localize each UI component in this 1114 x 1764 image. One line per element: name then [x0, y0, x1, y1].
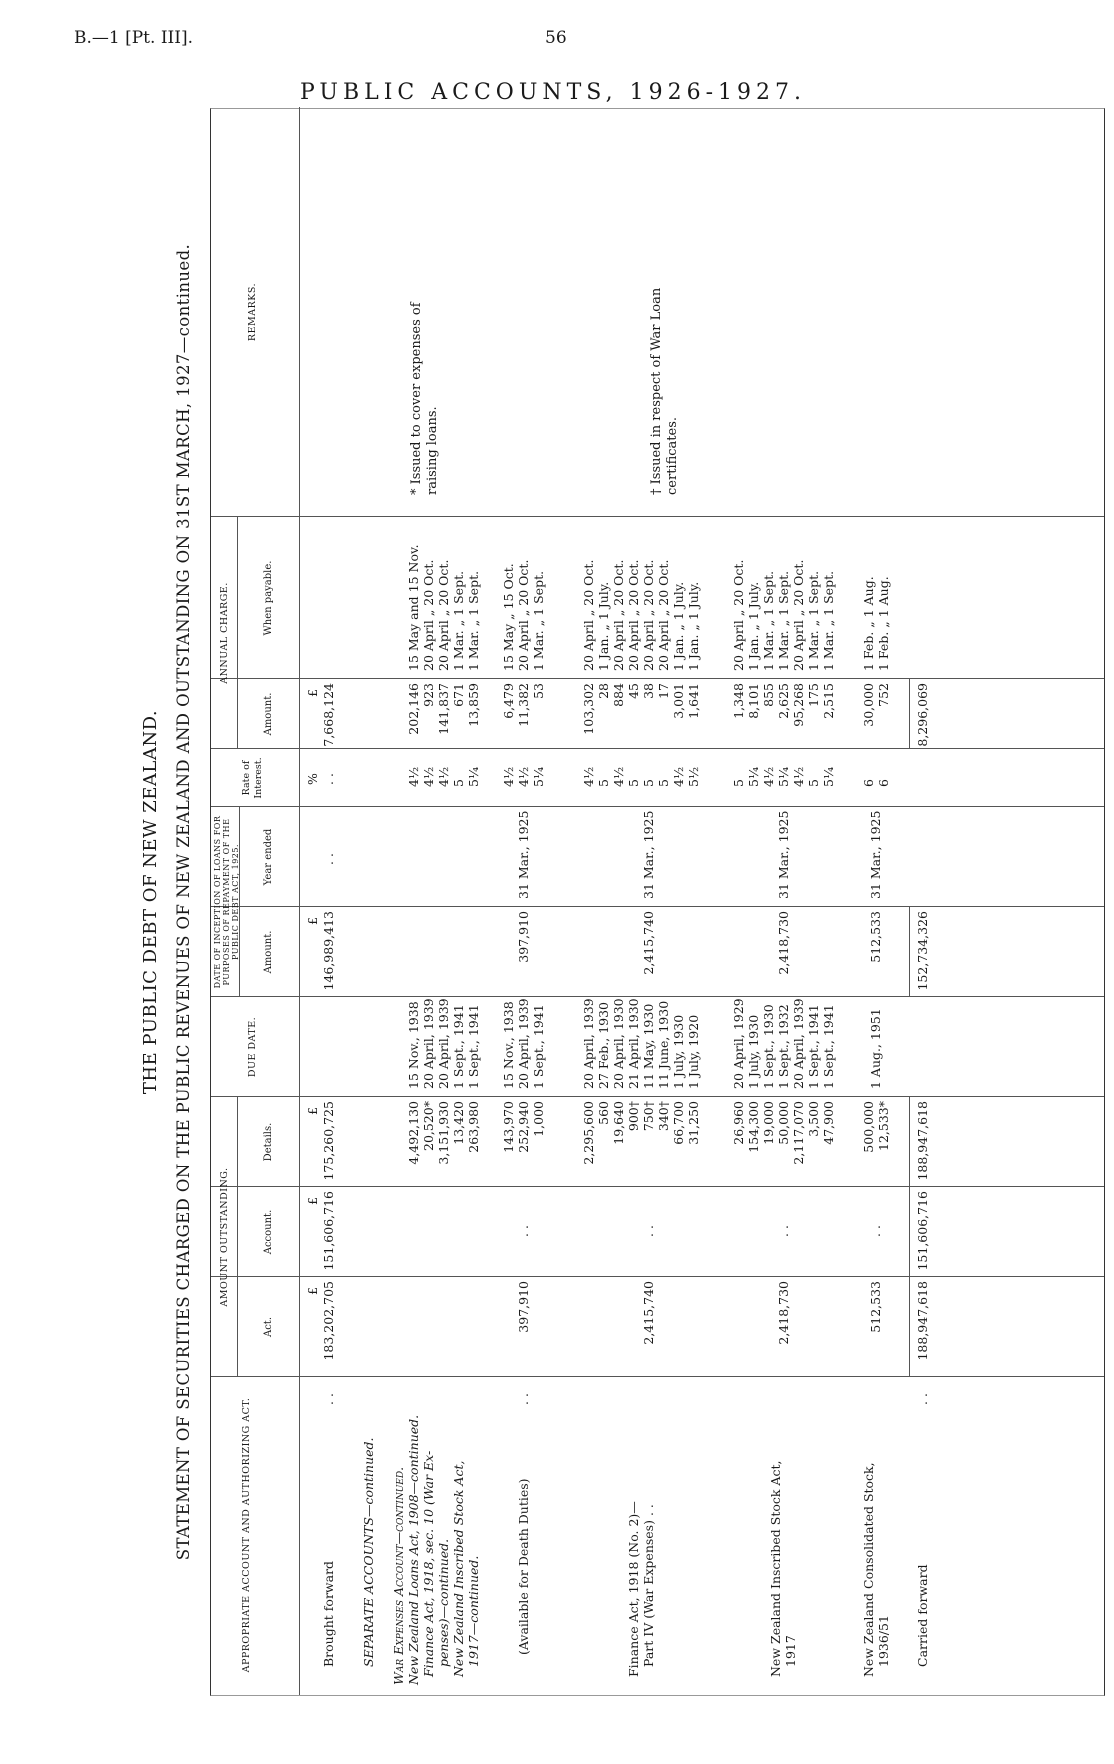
table-cell: 900†: [626, 1101, 641, 1132]
table-cell: 15 May „ 15 Oct.: [501, 563, 516, 671]
rate-list: [406, 767, 481, 787]
running-title: PUBLIC ACCOUNTS, 1926-1927.: [300, 80, 806, 105]
table-cell: 31,250: [686, 1101, 701, 1145]
table-cell: 3,500: [806, 1101, 821, 1137]
header-inception: DATE OF INCEPTION OF LOANS FOR PURPOSES OF REPAYMENT OF THE PUBLIC DEBT ACT, 1925.: [213, 815, 240, 989]
table-cell: . .: [641, 1225, 656, 1237]
header-due-date: DUE DATE.: [247, 1016, 258, 1078]
table-cell: 15 Nov., 1938: [406, 1001, 421, 1089]
table-cell: 1 Mar. „ 1 Sept.: [466, 570, 481, 671]
table-cell: . .: [915, 1393, 930, 1405]
table-cell: [501, 998, 546, 1089]
table-cell: 1 Jan. „ 1 July.: [746, 581, 761, 671]
bf-charge: 7,668,124: [321, 683, 336, 747]
table-cell: 2,415,740: [641, 1281, 656, 1345]
group-label: (Available for Death Duties): [516, 1478, 531, 1655]
table-cell: 1 Sept., 1941: [821, 1004, 836, 1089]
carried-forward-label: Carried forward: [915, 1564, 930, 1667]
charge-list: [406, 683, 481, 749]
table-cell: . .: [516, 1225, 531, 1237]
table-cell: 2,415,740: [641, 911, 656, 975]
cf-account: 151,606,716: [915, 1191, 930, 1271]
table-cell: 1 Feb. „ 1 Aug.: [861, 576, 876, 671]
header-details: Details.: [263, 1122, 274, 1162]
table-cell: 20 April, 1939: [516, 998, 531, 1089]
table-cell: 8,101: [746, 683, 761, 719]
table-cell: 20,520*: [421, 1101, 436, 1151]
table-cell: 2,117,070: [791, 1101, 806, 1165]
table-cell: 38: [641, 683, 656, 699]
table-cell: 4½: [611, 766, 626, 787]
table-cell: 20 April „ 20 Oct.: [791, 559, 806, 671]
remark-raising-loans: * Issued to cover expenses of raising loans.: [409, 302, 440, 495]
table-cell: 5: [451, 779, 466, 787]
table-cell: 4½: [791, 766, 806, 787]
table-cell: [501, 767, 546, 787]
table-subtitle: STATEMENT OF SECURITIES CHARGED ON THE PUBLIC REVENUES OF NEW ZEALAND AND OUTSTANDING ON 31ST MARCH, 1927—continued.: [174, 243, 193, 1561]
table-cell: . .: [516, 1393, 531, 1405]
table-cell: 750†: [641, 1101, 656, 1132]
table-cell: [861, 576, 891, 671]
table-cell: [581, 998, 701, 1089]
table-cell: 500,000: [861, 1101, 876, 1153]
table-cell: Finance Act, 1918, sec. 10 (War Ex-: [421, 1450, 436, 1677]
table-cell: . .: [321, 773, 336, 785]
table-cell: 20 April, 1939: [421, 998, 436, 1089]
table-cell: 1917: [783, 1635, 798, 1667]
table-cell: . .: [776, 1225, 791, 1237]
table-cell: 2,515: [821, 683, 836, 719]
table-cell: 1 Mar. „ 1 Sept.: [776, 570, 791, 671]
table-cell: 20 April „ 20 Oct.: [581, 559, 596, 671]
table-cell: 2,418,730: [776, 1281, 791, 1345]
table-cell: 884: [611, 683, 626, 707]
table-cell: 1 Sept., 1941: [806, 1004, 821, 1089]
table-cell: 20 April „ 20 Oct.: [516, 559, 531, 671]
table-cell: 154,300: [746, 1101, 761, 1153]
table-cell: 3,151,930: [436, 1101, 451, 1165]
war-expenses-heading: War Expenses Account—continued.: [391, 1466, 406, 1685]
header-rate: Rate of Interest.: [241, 757, 264, 799]
table-cell: 1 July, 1920: [686, 1014, 701, 1089]
table-cell: 1 July, 1930: [671, 1014, 686, 1089]
table-cell: 5¼: [746, 766, 761, 787]
bf-act: 183,202,705: [321, 1281, 336, 1361]
table-cell: 1 Mar. „ 1 Sept.: [531, 570, 546, 671]
table-cell: 11 May, 1930: [641, 1003, 656, 1089]
cf-charge: 8,296,069: [915, 683, 930, 747]
cf-amount: 152,734,326: [915, 911, 930, 991]
separate-accounts-heading: SEPARATE ACCOUNTS—continued.: [361, 1437, 376, 1667]
table-cell: [861, 683, 891, 749]
table-cell: [731, 998, 836, 1089]
table-cell: 1 Mar. „ 1 Sept.: [806, 570, 821, 671]
table-cell: 1 Sept., 1932: [776, 1004, 791, 1089]
header-account: APPROPRIATE ACCOUNT AND AUTHORIZING ACT.: [241, 1397, 252, 1673]
when-payable-list: [406, 544, 481, 671]
table-cell: 11 June, 1930: [656, 1000, 671, 1089]
table-cell: [861, 779, 891, 787]
table-cell: [731, 767, 836, 787]
table-cell: 17: [656, 683, 671, 699]
table-cell: 6,479: [501, 683, 516, 719]
table-cell: 4,492,130: [406, 1101, 421, 1165]
table-cell: 53: [531, 683, 546, 699]
table-cell: 855: [761, 683, 776, 707]
table-cell: New Zealand Inscribed Stock Act,: [451, 1460, 466, 1677]
table-cell: 5¼: [821, 766, 836, 787]
table-cell: 26,960: [731, 1101, 746, 1145]
table-cell: 560: [596, 1101, 611, 1125]
table-cell: 252,940: [516, 1101, 531, 1153]
table-cell: 47,900: [821, 1101, 836, 1145]
table-cell: 141,837: [436, 683, 451, 735]
table-cell: 20 April „ 20 Oct.: [421, 559, 436, 671]
table-cell: 1 Jan. „ 1 July.: [686, 581, 701, 671]
table-cell: 31 Mar., 1925: [516, 810, 531, 899]
table-cell: 103,302: [581, 683, 596, 735]
table-cell: £: [305, 689, 320, 697]
table-cell: £: [305, 1197, 320, 1205]
table-cell: 20 April „ 20 Oct.: [436, 559, 451, 671]
group-label: New Zealand Inscribed Stock Act,: [768, 1460, 783, 1677]
table-cell: 1 Sept., 1941: [531, 1004, 546, 1089]
header-inception-amount: Amount.: [263, 930, 274, 974]
page-reference: B.—1 [Pt. III].: [74, 28, 194, 48]
header-year-ended: Year ended: [263, 828, 274, 886]
bf-amount: 146,989,413: [321, 911, 336, 991]
table-cell: [861, 1101, 891, 1187]
header-charge-amount: Amount.: [263, 692, 274, 736]
table-cell: 20 April, 1939: [791, 998, 806, 1089]
table-cell: 1 Jan. „ 1 July.: [671, 581, 686, 671]
table-cell: 2,418,730: [776, 911, 791, 975]
table-cell: 1917—continued.: [466, 1555, 481, 1667]
table-cell: 4½: [421, 766, 436, 787]
table-cell: 202,146: [406, 683, 421, 735]
table-cell: 340†: [656, 1101, 671, 1132]
table-cell: 11,382: [516, 683, 531, 727]
table-cell: . .: [321, 853, 336, 865]
table-cell: 397,910: [516, 911, 531, 963]
table-cell: 15 May and 15 Nov.: [406, 544, 421, 671]
table-main-title: THE PUBLIC DEBT OF NEW ZEALAND.: [140, 709, 161, 1095]
table-cell: 5: [626, 779, 641, 787]
table-cell: 752: [876, 683, 891, 707]
debt-table: [210, 108, 1105, 1696]
table-cell: 20 April, 1929: [731, 998, 746, 1089]
table-cell: 1 July, 1930: [746, 1014, 761, 1089]
table-cell: 5¼: [531, 766, 546, 787]
table-cell: [581, 683, 701, 749]
table-cell: 4½: [671, 766, 686, 787]
remark-war-loan-certificates: † Issued in respect of War Loan certificates.: [649, 287, 680, 495]
table-cell: 12,533*: [876, 1101, 891, 1151]
table-cell: 4½: [501, 766, 516, 787]
group-label: New Zealand Consolidated Stock,: [861, 1462, 876, 1677]
table-cell: 13,859: [466, 683, 481, 727]
table-cell: 31 Mar., 1925: [868, 810, 883, 899]
table-cell: 397,910: [516, 1281, 531, 1333]
table-cell: 27 Feb., 1930: [596, 1002, 611, 1089]
table-cell: 1 Mar. „ 1 Sept.: [451, 570, 466, 671]
table-cell: [581, 560, 701, 671]
table-cell: 1 Feb. „ 1 Aug.: [876, 576, 891, 671]
header-annual-charge: ANNUAL CHARGE.: [219, 582, 230, 684]
table-cell: 175: [806, 683, 821, 707]
table-cell: 5: [806, 779, 821, 787]
table-cell: 1 Aug., 1951: [868, 1008, 883, 1089]
table-cell: 20 April „ 20 Oct.: [731, 559, 746, 671]
cf-details: 188,947,618: [915, 1101, 930, 1181]
brought-forward-label: Brought forward: [321, 1560, 336, 1667]
header-account-col: Account.: [263, 1209, 274, 1255]
table-cell: 31 Mar., 1925: [641, 810, 656, 899]
table-cell: 512,533: [868, 1281, 883, 1333]
table-cell: 1 Sept., 1941: [466, 1004, 481, 1089]
table-cell: 5: [641, 779, 656, 787]
table-cell: [581, 1101, 701, 1187]
table-cell: [501, 683, 546, 749]
table-cell: £: [305, 1107, 320, 1115]
table-cell: 4½: [761, 766, 776, 787]
table-cell: 4½: [581, 766, 596, 787]
table-cell: 2,625: [776, 683, 791, 719]
table-cell: 263,980: [466, 1101, 481, 1153]
table-cell: £: [305, 917, 320, 925]
table-cell: 31 Mar., 1925: [776, 810, 791, 899]
table-cell: 19,000: [761, 1101, 776, 1145]
table-cell: 50,000: [776, 1101, 791, 1145]
table-cell: 30,000: [861, 683, 876, 727]
table-cell: 15 Nov., 1938: [501, 1001, 516, 1089]
table-cell: 5¼: [466, 766, 481, 787]
due-date-list: [406, 998, 481, 1089]
table-cell: 671: [451, 683, 466, 707]
table-cell: [731, 560, 836, 671]
table-cell: 5½: [686, 766, 701, 787]
table-cell: [581, 767, 701, 787]
table-cell: 1 Jan. „ 1 July.: [596, 581, 611, 671]
table-cell: 1 Mar. „ 1 Sept.: [821, 570, 836, 671]
table-cell: 5: [596, 779, 611, 787]
table-cell: 3,001: [671, 683, 686, 719]
details-list: [406, 1101, 481, 1187]
table-cell: 512,533: [868, 911, 883, 963]
table-cell: 20 April „ 20 Oct.: [626, 559, 641, 671]
table-cell: 1 Sept., 1930: [761, 1004, 776, 1089]
table-cell: 13,420: [451, 1101, 466, 1145]
table-cell: 20 April, 1939: [581, 998, 596, 1089]
table-cell: 143,970: [501, 1101, 516, 1153]
table-cell: [731, 683, 836, 749]
table-cell: 21 April, 1930: [626, 998, 641, 1089]
table-cell: £: [305, 1287, 320, 1295]
header-act: Act.: [263, 1316, 274, 1338]
table-cell: 28: [596, 683, 611, 699]
table-cell: [501, 1101, 546, 1187]
table-cell: . .: [321, 1393, 336, 1405]
table-cell: 923: [421, 683, 436, 707]
table-cell: New Zealand Loans Act, 1908—continued.: [406, 1414, 421, 1685]
table-cell: 6: [876, 779, 891, 787]
table-cell: penses)—continued.: [436, 1538, 451, 1667]
bf-account: 151,606,716: [321, 1191, 336, 1271]
table-cell: 1 Mar. „ 1 Sept.: [761, 570, 776, 671]
header-when-payable: When payable.: [263, 560, 274, 636]
table-cell: Part IV (War Expenses) . .: [641, 1504, 656, 1667]
table-cell: 5: [656, 779, 671, 787]
table-cell: 19,640: [611, 1101, 626, 1145]
cf-act: 188,947,618: [915, 1281, 930, 1361]
table-cell: 2,295,600: [581, 1101, 596, 1165]
table-cell: 5: [731, 779, 746, 787]
table-cell: 6: [861, 779, 876, 787]
table-cell: 20 April, 1930: [611, 998, 626, 1089]
table-cell: 1,348: [731, 683, 746, 719]
header-remarks: REMARKS.: [247, 282, 258, 342]
table-cell: 20 April „ 20 Oct.: [641, 559, 656, 671]
page-number: 56: [545, 28, 567, 48]
table-cell: 4½: [436, 766, 451, 787]
debt-statement-sheet: [140, 108, 1100, 1696]
table-cell: 45: [626, 683, 641, 699]
table-cell: 4½: [406, 766, 421, 787]
group-label: Finance Act, 1918 (No. 2)—: [626, 1501, 641, 1677]
table-cell: [501, 560, 546, 671]
table-cell: 1,641: [686, 683, 701, 719]
table-cell: 20 April, 1939: [436, 998, 451, 1089]
table-cell: 1 Sept., 1941: [451, 1004, 466, 1089]
table-cell: 95,268: [791, 683, 806, 727]
table-cell: 4½: [516, 766, 531, 787]
table-cell: [731, 1101, 836, 1187]
table-cell: 20 April „ 20 Oct.: [656, 559, 671, 671]
table-cell: 20 April „ 20 Oct.: [611, 559, 626, 671]
table-cell: 66,700: [671, 1101, 686, 1145]
bf-details: 175,260,725: [321, 1101, 336, 1181]
table-cell: %: [305, 773, 320, 785]
table-cell: 5¼: [776, 766, 791, 787]
header-amount-outstanding: AMOUNT OUTSTANDING.: [219, 1167, 230, 1307]
table-cell: 1936/51: [876, 1615, 891, 1667]
table-cell: . .: [868, 1225, 883, 1237]
table-cell: 1,000: [531, 1101, 546, 1137]
